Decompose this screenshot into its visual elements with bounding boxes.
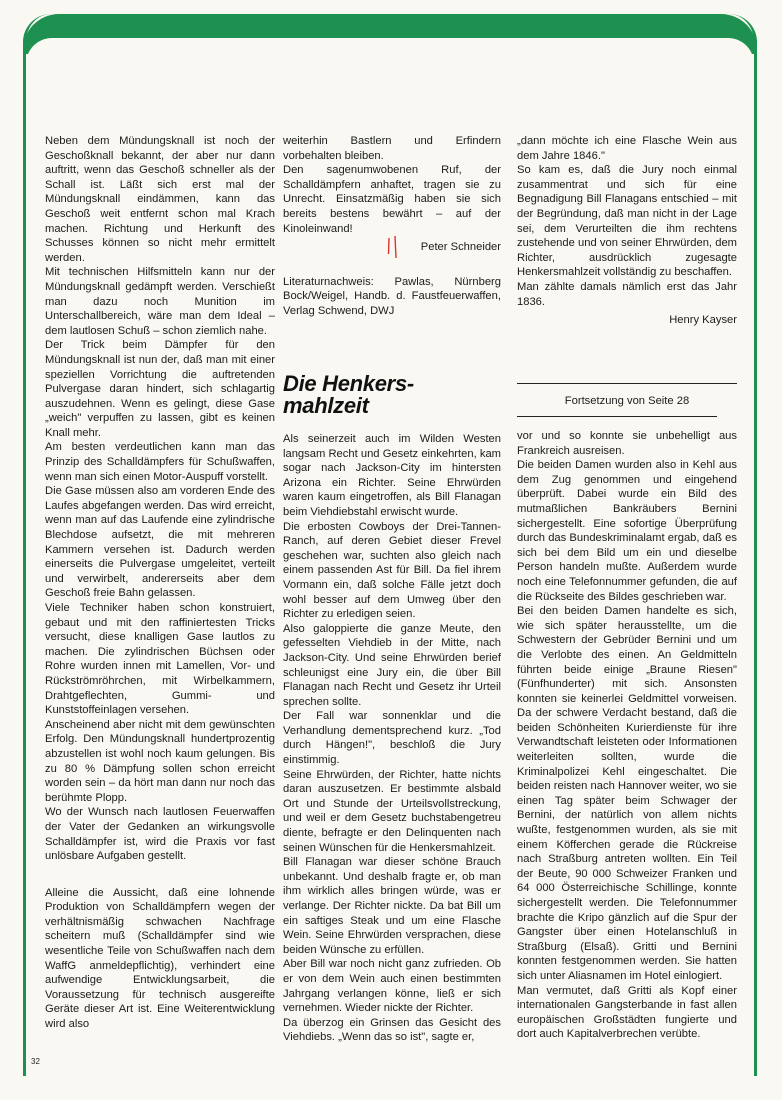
paragraph: Am besten verdeutlichen kann man das Prinzip des Schalldämpfers für Schußwaffen, wenn man sich einen Motor-Auspuff vorstellt.	[45, 441, 275, 483]
paragraph: Anscheinend aber nicht mit dem gewünschten Erfolg. Den Mündungsknall hundertprozentig abzustellen ist wohl noch kaum gelungen. Bis zu 80 % Dämpfung sollen schon erreicht worden sein – da hört man dann nur noch das berühmte Plopp.	[45, 718, 275, 804]
article-silencer-column-2	[283, 134, 501, 319]
paragraph: Die beiden Damen wurden also in Kehl aus dem Zug genommen und eingehend überprüft. Dabei wurde ein Bild des mutmaßlichen Bankräubers Bernini sichergestellt. Eine sofortige Überprüfung durch das Bundeskriminalamt ergab, daß es sich bei dem Bild um ein und dieselbe Person handeln mußte. Außerdem wurde noch eine Telefonnummer gefunden, die auf die Rückseite des Bildes geschrieben war.	[517, 459, 737, 603]
paragraph: Der Fall war sonnenklar und die Verhandlung dementsprechend kurz. „Tod durch Hängen!", beschloß die Jury einstimmig.	[283, 710, 501, 767]
paragraph: Man zählte damals nämlich erst das Jahr 1836.	[517, 280, 737, 308]
continuation-label: Fortsetzung von Seite 28	[564, 395, 690, 407]
author-signature: Henry Kayser	[669, 314, 737, 327]
paragraph: Die erbosten Cowboys der Drei-Tannen-Ranch, auf deren Gebiet dieser Frevel geschehen war, suchten also gleich nach einem passenden Ast für Bill. Da fiel ihrem Vormann ein, daß solche Fälle jetzt doch wohl besser auf dem Umweg über den Richter zu erledigen seien.	[283, 520, 501, 621]
paragraph: Neben dem Mündungsknall ist noch der Geschoßknall bekannt, der aber nur dann auftritt, wenn das Geschoß schneller als der Schall ist. Läßt sich erst mal der Mündungsknall eindämmen, kann das Geschoß weit entfernt schon mal Krach machen. Richtung und Herkunft des Schusses können so nicht mehr ermittelt werden.	[45, 135, 275, 264]
paragraph: Den sagenumwobenen Ruf, der Schalldämpfern anhaftet, tragen sie zu Unrecht. Einsatzmäßig haben sie sich bereits bestens bewährt – auf der Kinoleinwand!	[283, 164, 501, 235]
paragraph: Alleine die Aussicht, daß eine lohnende Produktion von Schalldämpfern wegen der verhältnismäßig schwachen Nachfrage scheitern muß (Schalldämpfer sind wie wesentliche Teile von Schußwaffen nach dem WaffG anmeldepflichtig), verhindert eine aufwendige Entwicklungsarbeit, die Voraussetzung für technisch ausgereifte Geräte dieser Art ist. Eine Weiterentwicklung wird also	[45, 886, 275, 1031]
paragraph: Mit technischen Hilfsmitteln kann nur der Mündungsknall gedämpft werden. Verschießt man dazu noch Munition im Unterschallbereich, wäre man dem Ideal – dem lautlosen Schuß – schon ziemlich nahe.	[45, 266, 275, 337]
paragraph: Wo der Wunsch nach lautlosen Feuerwaffen der Vater der Gedanken an wirkungsvolle Schalldämpfer ist, wird die Praxis vor fast unlösbare Aufgaben gestellt.	[45, 806, 275, 863]
paragraph: Bill Flanagan war dieser schöne Brauch unbekannt. Und deshalb fragte er, ob man ihm wirklich alles bringen würde, was er verlange. Der Richter nickte. Da bat Bill um ein saftiges Steak und um eine Flasche Wein. Seine Ehrwürden versprachen, diese beiden Wünsche zu erfüllen.	[283, 856, 501, 956]
paragraph: Die Gase müssen also am vorderen Ende des Laufes abgefangen werden. Das wird erreicht, wenn man auf das Laufende eine zylindrische Blechdose aufsetzt, die mit mehreren Kammern versehen ist. Dadurch werden einerseits die Pulvergase umgeleitet, verteilt und verwirbelt, andererseits aber dem Geschoß freie Bahn gelassen.	[45, 485, 275, 600]
paragraph: Aber Bill war noch nicht ganz zufrieden. Ob er von dem Wein auch einen bestimmten Jahrgang verlangen könne, ließ er sich vernehmen. Wieder nickte der Richter.	[283, 958, 501, 1015]
paragraph: Viele Techniker haben schon konstruiert, gebaut und mit den raffiniertesten Tricks versucht, diese knalligen Gase lautlos zu machen. Die zylindrischen Büchsen oder Rohre wurden innen mit Lamellen, Vor- und Rückströmröhrchen, mit Wirbelkammern, Drahtgeflechten, Gummi- und Kunststoffeinlagen versehen.	[45, 602, 275, 717]
paragraph: weiterhin Bastlern und Erfindern vorbehalten bleiben.	[283, 135, 501, 162]
paragraph: Seine Ehrwürden, der Richter, hatte nichts daran auszusetzen. Er bestimmte alsbald Ort und Stunde der Urteilsvollstreckung, und weil er dem Gesetz buchstabengetreu diente, befragte er den Delinquenten nach seinen Wünschen für die Henkersmahlzeit.	[283, 768, 501, 854]
paragraph: Der Trick beim Dämpfer für den Mündungsknall ist nun der, daß man mit einer speziellen Vorrichtung die auftretenden Pulvergase daran hindert, sich schlagartig auszudehnen. Wenn es gelingt, diese Gase „weich" verpuffen zu lassen, gibt es keinen Knall mehr.	[45, 339, 275, 439]
references: Literaturnachweis: Pawlas, Nürnberg Bock/Weigel, Handb. d. Faustfeuerwaffen, Verlag Schwend, DWJ	[283, 275, 501, 317]
paragraph: „dann möchte ich eine Flasche Wein aus dem Jahre 1846."	[517, 135, 737, 162]
divider-rule	[517, 416, 717, 417]
article-henkersmahlzeit-column-3	[517, 134, 737, 328]
paragraph: Als seinerzeit auch im Wilden Westen langsam Recht und Gesetz einkehrten, kam sogar nach Jackson-City im hintersten Arizona ein Richter. Seine Ehrwürden waren kaum eingetroffen, als Bill Flanagan beim Viehdiebstahl erwischt wurde.	[283, 433, 501, 518]
paragraph: Also galoppierte die ganze Meute, den gefesselten Viehdieb in der Mitte, nach Jackson-City. Und seine Ehrwürden berief schleunigst eine Jury ein, die über Bill Flanagan nach Recht und Gesetz ihr Urteil sprechen sollte.	[283, 622, 501, 708]
paragraph: Da überzog ein Grinsen das Gesicht des Viehdiebs. „Wenn das so ist", sagte er,	[283, 1016, 501, 1044]
paragraph: Bei den beiden Damen handelte es sich, wie sich später herausstellte, um die Schwestern der Gebrüder Bernini und um die Verlobte des einen. An Geldmitteln führten beide einige „Braune Riesen" (Fünfhunderter) mit sich. Ansonsten konnten sie keinerlei Geldmittel vorweisen. Da der schwere Verdacht bestand, daß die beiden Schönheiten Kurierdienste für ihre Verwandtschaft leisteten oder Informationen weiterleiten sollten, wurde die Kriminalpolizei Kehl eingeschaltet. Die beiden reisten nach Hannover weiter, wo sie einen Tag später beim Schwager der Bernini, der natürlich von allem nichts wußte, festgenommen wurden, als sie mit einem Köfferchen gerade die Rückreise nach Straßburg antreten wollten. Ein Teil der Beute, 90 000 Schweizer Franken und 64 000 Österreichische Schillinge, konnte sichergestellt werden. Die Telefonnummer brachte die Kripo gänzlich auf die Spur der Gangster über einen Hotelanschluß in Straßburg (Elsaß). Gritti und Bernini konnten festgenommen werden. Sie hatten sich unter Aliasnamen im Hotel einlogiert.	[517, 605, 737, 982]
article-silencer-column-1	[45, 134, 275, 1032]
continuation-column-3	[517, 429, 737, 1042]
page-number: 32	[31, 1057, 40, 1066]
article-henkersmahlzeit-column-2	[283, 432, 501, 1045]
headline: Die Henkers- mahlzeit	[283, 371, 414, 418]
divider-rule	[517, 383, 737, 384]
paragraph: vor und so konnte sie unbehelligt aus Frankreich ausreisen.	[517, 430, 737, 457]
author-signature: Peter Schneider	[420, 241, 501, 254]
paragraph: So kam es, daß die Jury noch einmal zusammentrat und sich für eine Begnadigung Bill Flanagans entschied – mit der Begründung, daß man nicht in der Lage sei, dem Verurteilten die ihm rechtens zustehende und von seiner Ehrwürden, dem Richter, ausdrücklich zugesagte Henkersmahlzeit vollständig zu beschaffen.	[517, 164, 737, 279]
paragraph: Man vermutet, daß Gritti als Kopf einer internationalen Gangsterbande in fast allen europäischen Großstädten fungierte und dort auch Kapitalverbrechen verübte.	[517, 984, 737, 1041]
red-pen-mark-icon	[386, 234, 400, 260]
